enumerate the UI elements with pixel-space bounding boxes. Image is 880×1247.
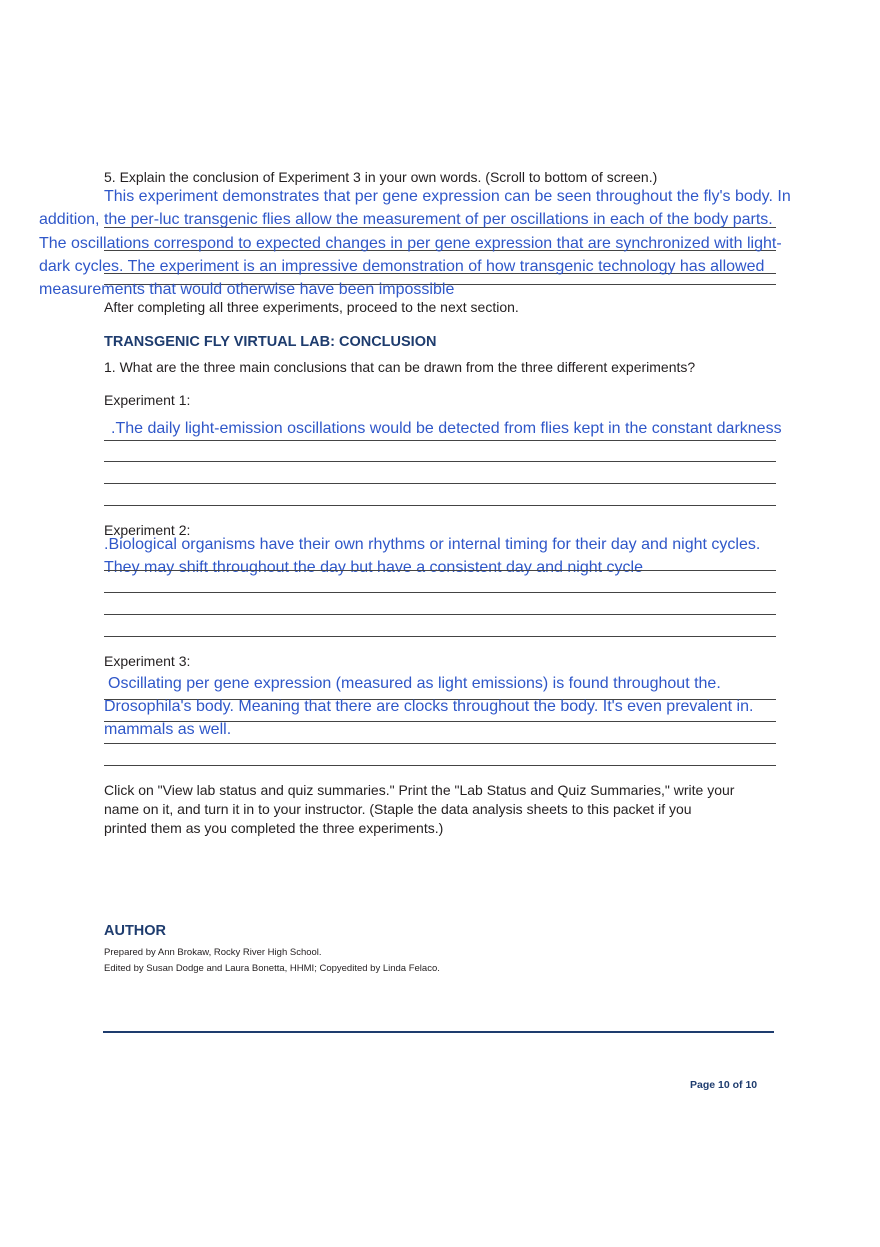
answer-rule	[104, 483, 776, 484]
q5-answer-line-4: dark cycles. The experiment is an impressive demonstration of how transgenic technology has allowed	[39, 258, 765, 275]
answer-rule	[104, 614, 776, 615]
author-edited: Edited by Susan Dodge and Laura Bonetta, HHMI; Copyedited by Linda Felaco.	[104, 963, 440, 974]
experiment-3-answer-line-3: mammals as well.	[104, 721, 232, 738]
experiment-3-answer-line-1: Oscillating per gene expression (measured as light emissions) is found throughout the.	[108, 675, 721, 692]
conclusion-heading: TRANSGENIC FLY VIRTUAL LAB: CONCLUSION	[104, 334, 437, 350]
instructions-line-1: Click on "View lab status and quiz summaries." Print the "Lab Status and Quiz Summaries," write your	[104, 782, 735, 798]
footer-rule	[103, 1031, 774, 1033]
q5-answer-line-5: measurements that would otherwise have been impossible	[39, 281, 455, 298]
q5-answer-line-2: addition, the per-luc transgenic flies allow the measurement of per oscillations in each of the body parts.	[39, 211, 773, 228]
question-5-prompt: 5. Explain the conclusion of Experiment 3 in your own words. (Scroll to bottom of screen.)	[104, 169, 658, 185]
experiment-3-answer-line-2: Drosophila's body. Meaning that there are clocks throughout the body. It's even prevalent in.	[104, 698, 754, 715]
answer-rule	[104, 765, 776, 766]
page-number: Page 10 of 10	[690, 1079, 758, 1091]
author-prepared: Prepared by Ann Brokaw, Rocky River High School.	[104, 947, 322, 958]
answer-rule	[104, 743, 776, 744]
answer-rule	[104, 592, 776, 593]
answer-rule	[104, 505, 776, 506]
q5-answer-line-1: This experiment demonstrates that per gene expression can be seen throughout the fly's body. In	[104, 188, 791, 205]
experiment-2-answer-line-1: .Biological organisms have their own rhythms or internal timing for their day and night cycles.	[104, 536, 761, 553]
conclusion-question: 1. What are the three main conclusions that can be drawn from the three different experiments?	[104, 359, 696, 375]
instructions-line-3: printed them as you completed the three experiments.)	[104, 820, 444, 836]
answer-rule	[104, 440, 776, 441]
experiment-1-label: Experiment 1:	[104, 392, 191, 408]
q5-answer-line-3: The oscillations correspond to expected changes in per gene expression that are synchronized with light-	[39, 235, 782, 252]
instructions-line-2: name on it, and turn it in to your instructor. (Staple the data analysis sheets to this packet if you	[104, 801, 692, 817]
answer-rule	[104, 461, 776, 462]
experiment-1-answer-line-1: .The daily light-emission oscillations would be detected from flies kept in the constant darkness	[111, 420, 782, 437]
answer-rule	[104, 636, 776, 637]
author-heading: AUTHOR	[104, 923, 167, 939]
experiment-2-label: Experiment 2:	[104, 522, 191, 538]
answer-rule	[104, 570, 776, 571]
experiment-2-answer-line-2: They may shift throughout the day but have a consistent day and night cycle	[104, 559, 643, 576]
after-experiments-text: After completing all three experiments, proceed to the next section.	[104, 299, 519, 315]
experiment-3-label: Experiment 3:	[104, 653, 191, 669]
